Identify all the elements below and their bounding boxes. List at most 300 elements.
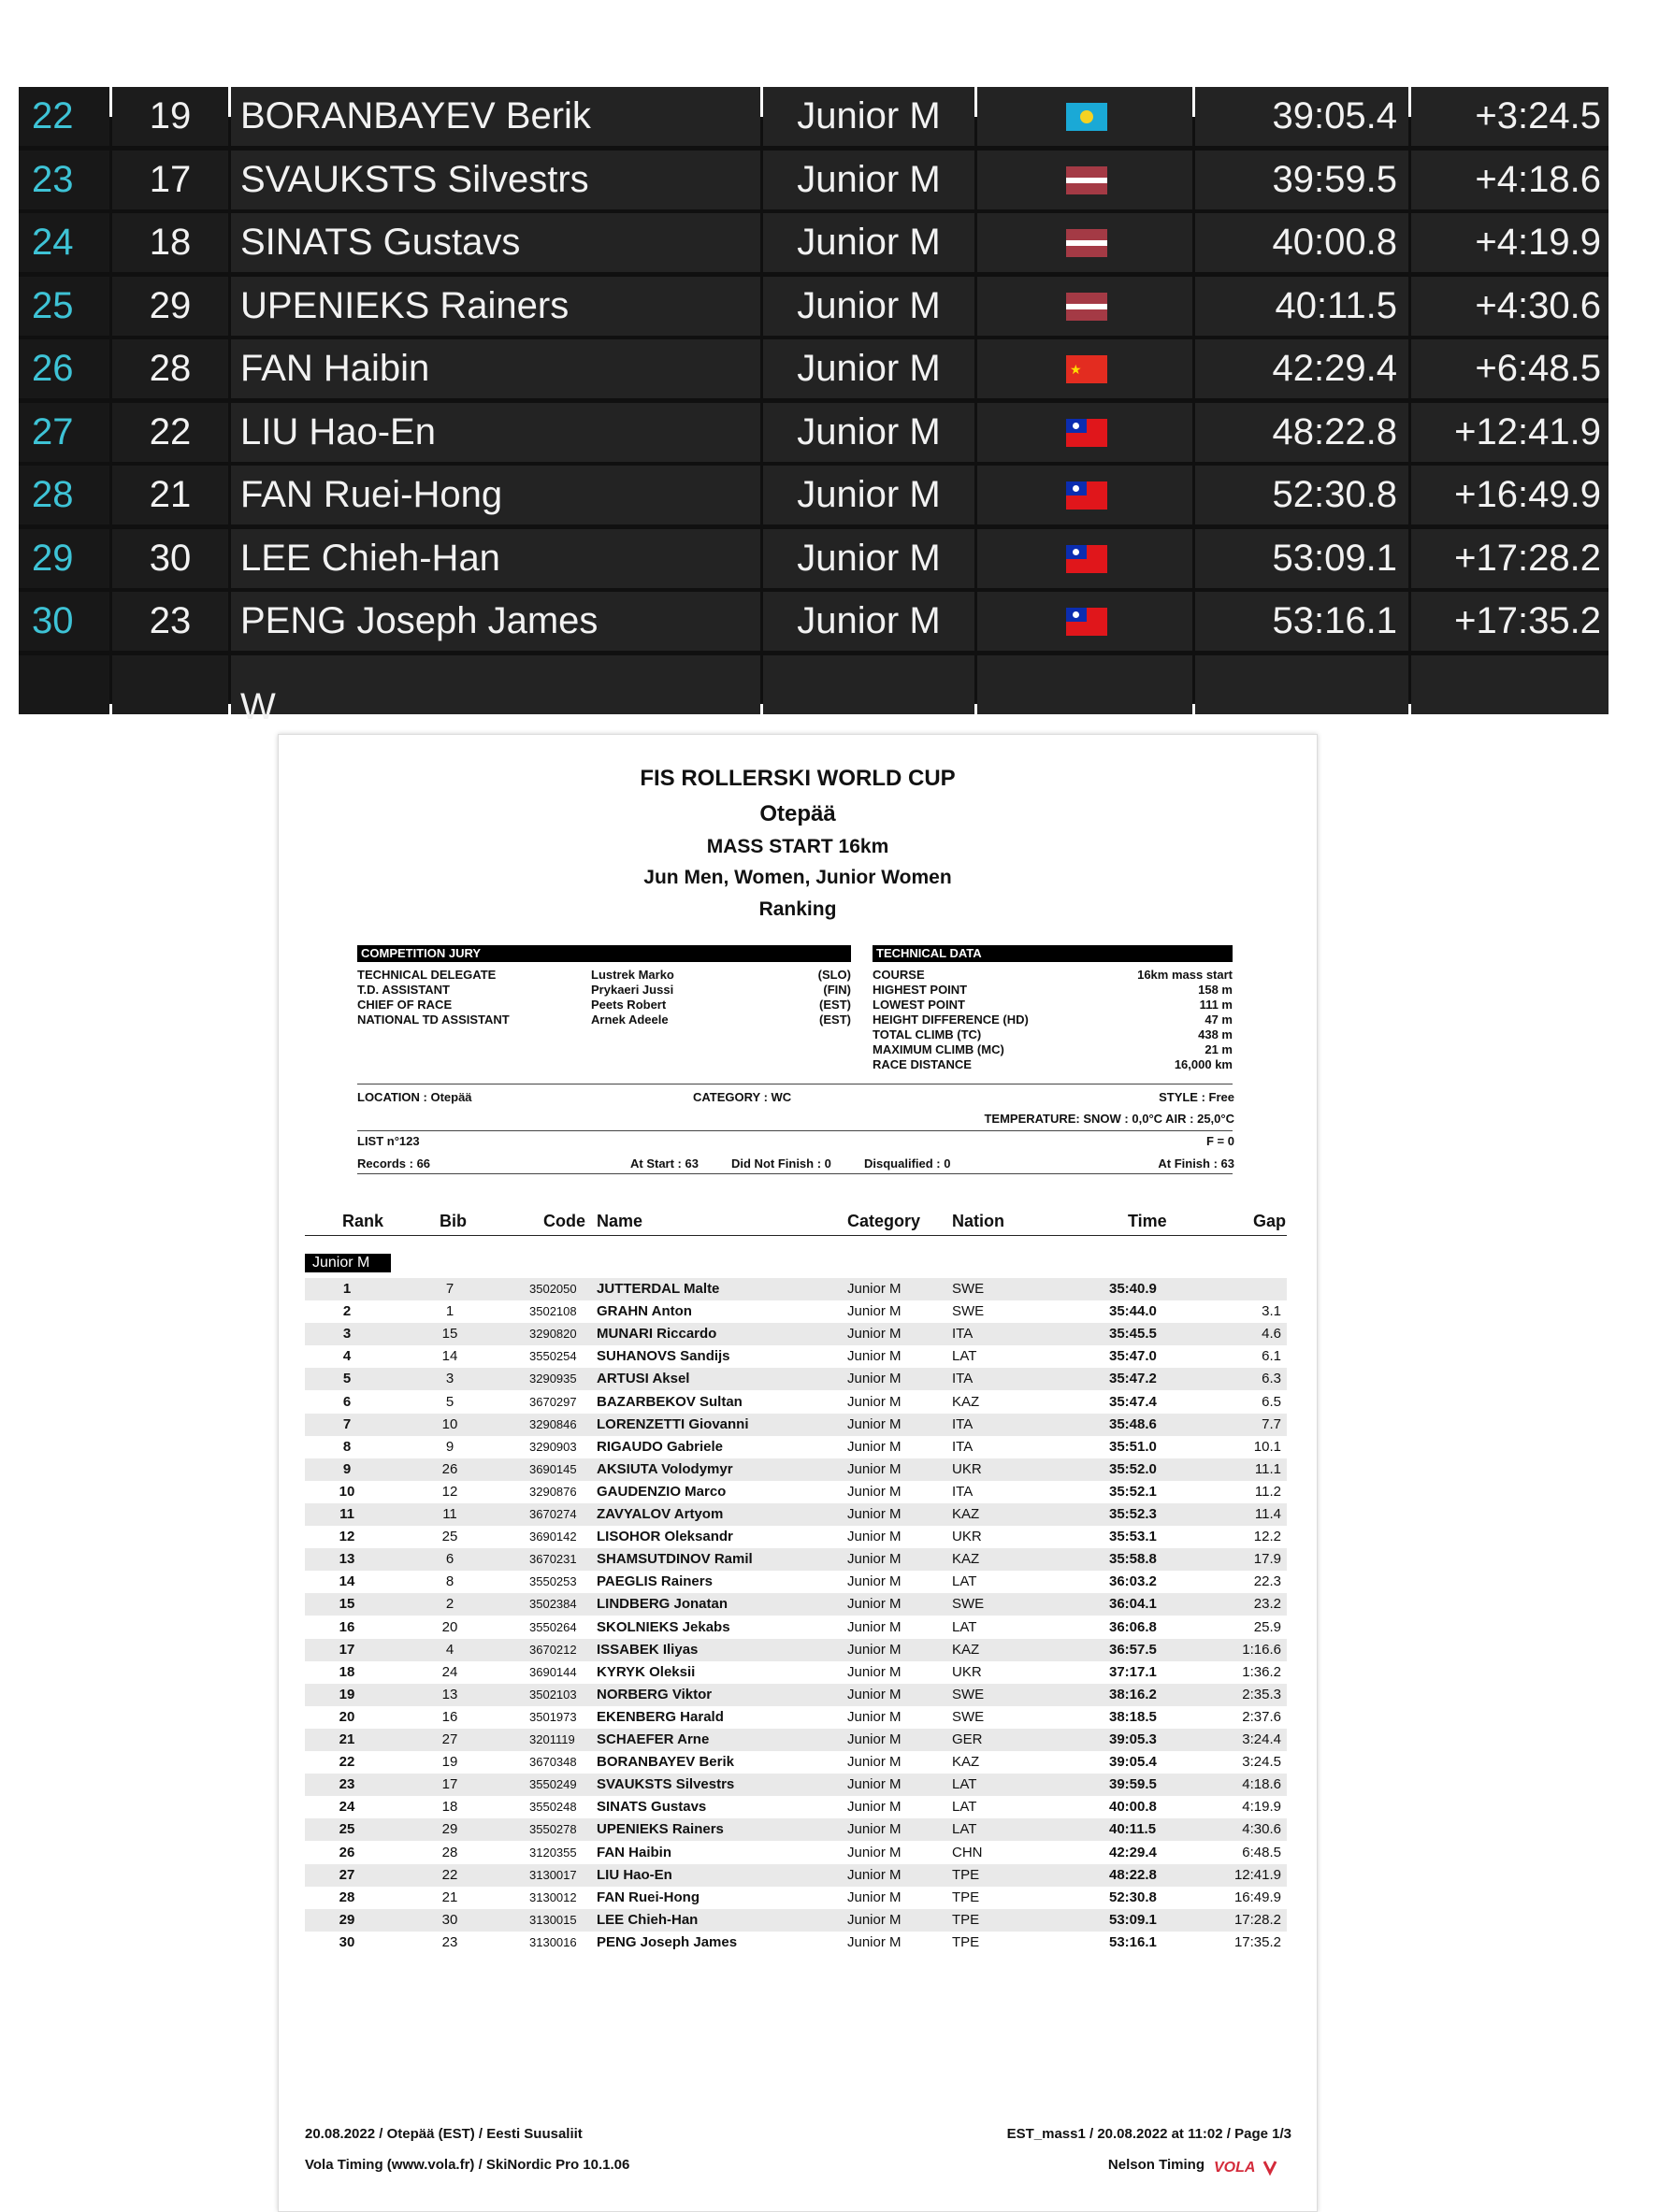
gap-cell: 1:36.2 bbox=[1242, 1663, 1281, 1680]
bib-cell: 7 bbox=[445, 1281, 454, 1297]
scoreboard-bib: 29 bbox=[112, 277, 228, 336]
code-cell: 3670297 bbox=[529, 1394, 577, 1409]
scoreboard-category: Junior M bbox=[763, 529, 974, 588]
nation-cell: TPE bbox=[952, 1933, 980, 1950]
table-row bbox=[305, 1864, 1287, 1887]
scoreboard-gap: +16:49.9 bbox=[1411, 466, 1609, 524]
table-row bbox=[305, 1818, 1287, 1841]
scoreboard-bib: 23 bbox=[112, 592, 228, 651]
table-row bbox=[305, 1414, 1287, 1436]
style: STYLE : Free bbox=[1159, 1090, 1234, 1104]
table-row bbox=[305, 1932, 1287, 1954]
bib-cell: 19 bbox=[441, 1754, 458, 1771]
scoreboard-flag-cell bbox=[977, 592, 1192, 651]
col-rank: Rank bbox=[342, 1212, 384, 1230]
race-category: CATEGORY : WC bbox=[693, 1090, 792, 1104]
flag-tpe-icon bbox=[1066, 608, 1107, 636]
table-row bbox=[305, 1751, 1287, 1774]
vola-logo-text: VOLA bbox=[1214, 2160, 1256, 2176]
table-row bbox=[305, 1706, 1287, 1729]
jury-nations bbox=[802, 968, 851, 1027]
rank-cell: 13 bbox=[339, 1551, 355, 1568]
gap-cell: 3:24.4 bbox=[1242, 1731, 1281, 1747]
document-venue: Otepää bbox=[759, 801, 836, 826]
time-cell: 38:18.5 bbox=[1109, 1708, 1157, 1725]
f-value: F = 0 bbox=[1206, 1134, 1234, 1148]
name-cell: FAN Haibin bbox=[597, 1844, 672, 1860]
bib-cell: 2 bbox=[445, 1596, 454, 1613]
table-row bbox=[305, 1887, 1287, 1909]
scoreboard-rank: 22 bbox=[19, 87, 109, 146]
jury-nation: (EST) bbox=[819, 998, 851, 1012]
scoreboard-category: Junior M bbox=[763, 592, 974, 651]
time-cell: 35:48.6 bbox=[1109, 1415, 1157, 1432]
gap-cell: 2:37.6 bbox=[1242, 1708, 1281, 1725]
scoreboard-time: 52:30.8 bbox=[1195, 466, 1408, 524]
gap-cell: 2:35.3 bbox=[1242, 1686, 1281, 1702]
category-cell: Junior M bbox=[847, 1708, 902, 1725]
nation-cell: LAT bbox=[952, 1573, 977, 1590]
bib-cell: 8 bbox=[445, 1573, 454, 1590]
gap-cell: 6.1 bbox=[1262, 1348, 1281, 1365]
rank-cell: 15 bbox=[339, 1596, 355, 1613]
name-cell: UPENIEKS Rainers bbox=[597, 1821, 724, 1838]
nation-cell: SWE bbox=[952, 1708, 985, 1725]
tech-value: 158 m bbox=[1198, 983, 1233, 997]
nation-cell: LAT bbox=[952, 1618, 977, 1635]
scoreboard-rank: 26 bbox=[19, 339, 109, 398]
rank-cell: 21 bbox=[339, 1731, 355, 1747]
vola-logo-mark bbox=[1264, 2162, 1276, 2173]
rank-cell: 27 bbox=[339, 1866, 355, 1883]
flag-kaz-icon bbox=[1066, 103, 1107, 131]
category-cell: Junior M bbox=[847, 1776, 902, 1793]
name-cell: SHAMSUTDINOV Ramil bbox=[597, 1551, 753, 1568]
name-cell: JUTTERDAL Malte bbox=[597, 1281, 720, 1297]
rank-cell: 24 bbox=[339, 1799, 355, 1816]
gap-cell: 17:35.2 bbox=[1233, 1933, 1281, 1950]
scoreboard-bib: 19 bbox=[112, 87, 228, 146]
scoreboard-rank: 23 bbox=[19, 151, 109, 209]
name-cell: ARTUSI Aksel bbox=[597, 1371, 690, 1387]
col-time: Time bbox=[1128, 1212, 1167, 1230]
nation-cell: TPE bbox=[952, 1911, 980, 1928]
scoreboard-athlete-name: UPENIEKS Rainers bbox=[231, 277, 760, 336]
code-cell: 3130016 bbox=[529, 1934, 577, 1949]
nation-cell: ITA bbox=[952, 1438, 974, 1455]
scoreboard-bib: 18 bbox=[112, 213, 228, 272]
name-cell: SCHAEFER Arne bbox=[597, 1731, 710, 1747]
nation-cell: SWE bbox=[952, 1281, 985, 1297]
name-cell: SUHANOVS Sandijs bbox=[597, 1348, 730, 1365]
flag-tpe-icon bbox=[1066, 545, 1107, 573]
time-cell: 48:22.8 bbox=[1109, 1866, 1157, 1883]
rank-cell: 10 bbox=[339, 1483, 355, 1500]
scoreboard-flag-cell bbox=[977, 529, 1192, 588]
code-cell: 3502384 bbox=[529, 1597, 577, 1612]
table-row bbox=[305, 1526, 1287, 1548]
bib-cell: 13 bbox=[441, 1686, 458, 1702]
scoreboard-category: Junior M bbox=[763, 213, 974, 272]
time-cell: 39:59.5 bbox=[1109, 1776, 1157, 1793]
time-cell: 35:58.8 bbox=[1109, 1551, 1157, 1568]
flag-lat-icon bbox=[1066, 229, 1107, 257]
col-bib: Bib bbox=[440, 1212, 467, 1230]
gap-cell: 22.3 bbox=[1253, 1573, 1281, 1590]
nation-cell: TPE bbox=[952, 1866, 980, 1883]
code-cell: 3130012 bbox=[529, 1889, 577, 1904]
category-cell: Junior M bbox=[847, 1551, 902, 1568]
time-cell: 36:57.5 bbox=[1109, 1641, 1157, 1658]
bib-cell: 28 bbox=[441, 1844, 458, 1860]
bib-cell: 21 bbox=[441, 1889, 458, 1905]
scoreboard-flag-cell bbox=[977, 466, 1192, 524]
scoreboard-category: Junior M bbox=[763, 151, 974, 209]
flag-lat-icon bbox=[1066, 293, 1107, 321]
name-cell: LINDBERG Jonatan bbox=[597, 1596, 729, 1613]
bib-cell: 17 bbox=[441, 1776, 458, 1793]
jury-name: Prykaeri Jussi bbox=[591, 983, 674, 997]
category-cell: Junior M bbox=[847, 1326, 902, 1343]
bib-cell: 29 bbox=[441, 1821, 458, 1838]
scoreboard-gap: +3:24.5 bbox=[1411, 87, 1609, 146]
time-cell: 36:04.1 bbox=[1109, 1596, 1157, 1613]
name-cell: SVAUKSTS Silvestrs bbox=[597, 1776, 735, 1793]
tech-value: 438 m bbox=[1198, 1027, 1233, 1041]
code-cell: 3670274 bbox=[529, 1507, 577, 1521]
jury-name: Peets Robert bbox=[591, 998, 667, 1012]
name-cell: EKENBERG Harald bbox=[597, 1708, 724, 1725]
name-cell: LIU Hao-En bbox=[597, 1866, 672, 1883]
gap-cell: 4:19.9 bbox=[1242, 1799, 1281, 1816]
nation-cell: ITA bbox=[952, 1415, 974, 1432]
nation-cell: UKR bbox=[952, 1663, 982, 1680]
name-cell: RIGAUDO Gabriele bbox=[597, 1438, 724, 1455]
scoreboard-empty-cell bbox=[1411, 655, 1609, 714]
bib-cell: 3 bbox=[445, 1371, 454, 1387]
rank-cell: 28 bbox=[339, 1889, 355, 1905]
bib-cell: 12 bbox=[441, 1483, 458, 1500]
scoreboard-time: 53:16.1 bbox=[1195, 592, 1408, 651]
category-cell: Junior M bbox=[847, 1866, 902, 1883]
gap-cell: 3:24.5 bbox=[1242, 1754, 1281, 1771]
scoreboard-empty-cell bbox=[763, 655, 974, 714]
scoreboard-row-partial bbox=[19, 655, 1609, 727]
scoreboard-time: 39:59.5 bbox=[1195, 151, 1408, 209]
tech-values bbox=[1083, 968, 1233, 1072]
code-cell: 3550278 bbox=[529, 1822, 577, 1837]
footer-software: Vola Timing (www.vola.fr) / SkiNordic Pro 10.1.06 bbox=[305, 2157, 630, 2173]
time-cell: 35:52.0 bbox=[1109, 1460, 1157, 1477]
nation-cell: KAZ bbox=[952, 1393, 980, 1410]
table-row bbox=[305, 1278, 1287, 1300]
code-cell: 3550253 bbox=[529, 1574, 577, 1589]
tech-value: 21 m bbox=[1205, 1042, 1233, 1056]
rank-cell: 1 bbox=[342, 1281, 352, 1297]
time-cell: 35:52.3 bbox=[1109, 1506, 1157, 1522]
results-scoreboard bbox=[19, 95, 1609, 727]
rank-cell: 30 bbox=[339, 1933, 355, 1950]
category-cell: Junior M bbox=[847, 1281, 902, 1297]
table-row bbox=[305, 1593, 1287, 1616]
category-cell: Junior M bbox=[847, 1641, 902, 1658]
code-cell: 3690145 bbox=[529, 1461, 577, 1476]
scoreboard-category: Junior M bbox=[763, 339, 974, 398]
time-cell: 37:17.1 bbox=[1109, 1663, 1157, 1680]
category-cell: Junior M bbox=[847, 1596, 902, 1613]
scoreboard-gap: +4:18.6 bbox=[1411, 151, 1609, 209]
gap-cell: 10.1 bbox=[1253, 1438, 1281, 1455]
tech-label: RACE DISTANCE bbox=[873, 1057, 972, 1071]
tech-label: HEIGHT DIFFERENCE (HD) bbox=[873, 1013, 1029, 1027]
name-cell: SKOLNIEKS Jekabs bbox=[597, 1618, 730, 1635]
category-cell: Junior M bbox=[847, 1799, 902, 1816]
code-cell: 3130017 bbox=[529, 1867, 577, 1882]
scoreboard-empty-cell bbox=[112, 655, 228, 714]
table-row bbox=[305, 1909, 1287, 1932]
nation-cell: SWE bbox=[952, 1686, 985, 1702]
table-row bbox=[305, 1796, 1287, 1818]
scoreboard-athlete-name: LIU Hao-En bbox=[231, 403, 760, 462]
category-cell: Junior M bbox=[847, 1529, 902, 1545]
bib-cell: 30 bbox=[441, 1911, 458, 1928]
bib-cell: 5 bbox=[445, 1393, 454, 1410]
bib-cell: 25 bbox=[441, 1529, 458, 1545]
table-row bbox=[305, 1503, 1287, 1526]
code-cell: 3690142 bbox=[529, 1530, 577, 1544]
footer-page-info: EST_mass1 / 20.08.2022 at 11:02 / Page 1/3 bbox=[1006, 2126, 1291, 2142]
scoreboard-athlete-name: LEE Chieh-Han bbox=[231, 529, 760, 588]
code-cell: 3290846 bbox=[529, 1416, 577, 1431]
category-cell: Junior M bbox=[847, 1348, 902, 1365]
code-cell: 3290876 bbox=[529, 1484, 577, 1499]
jury-role: T.D. ASSISTANT bbox=[357, 983, 450, 997]
at-start: At Start : 63 bbox=[630, 1156, 699, 1171]
table-row bbox=[305, 1323, 1287, 1345]
code-cell: 3550248 bbox=[529, 1800, 577, 1815]
bib-cell: 15 bbox=[441, 1326, 458, 1343]
bib-cell: 10 bbox=[441, 1415, 458, 1432]
group-label: Junior M bbox=[305, 1254, 391, 1272]
name-cell: BORANBAYEV Berik bbox=[597, 1754, 734, 1771]
table-row bbox=[305, 1300, 1287, 1323]
gap-cell: 16:49.9 bbox=[1233, 1889, 1281, 1905]
scoreboard-rank: 25 bbox=[19, 277, 109, 336]
time-cell: 40:00.8 bbox=[1109, 1799, 1157, 1816]
scoreboard-time: 40:00.8 bbox=[1195, 213, 1408, 272]
scoreboard-row bbox=[19, 151, 1609, 209]
bib-cell: 9 bbox=[445, 1438, 454, 1455]
rank-cell: 5 bbox=[342, 1371, 352, 1387]
category-cell: Junior M bbox=[847, 1618, 902, 1635]
bib-cell: 22 bbox=[441, 1866, 458, 1883]
flag-tpe-icon bbox=[1066, 481, 1107, 510]
nation-cell: SWE bbox=[952, 1303, 985, 1320]
scoreboard-row bbox=[19, 466, 1609, 524]
time-cell: 38:16.2 bbox=[1109, 1686, 1157, 1702]
gap-cell: 7.7 bbox=[1262, 1415, 1281, 1432]
nation-cell: ITA bbox=[952, 1371, 974, 1387]
gap-cell: 25.9 bbox=[1253, 1618, 1281, 1635]
jury-nation: (FIN) bbox=[823, 983, 851, 997]
bib-cell: 11 bbox=[442, 1506, 457, 1522]
code-cell: 3120355 bbox=[529, 1845, 577, 1860]
gap-cell: 11.1 bbox=[1254, 1460, 1281, 1477]
nation-cell: UKR bbox=[952, 1460, 982, 1477]
nation-cell: KAZ bbox=[952, 1506, 980, 1522]
time-cell: 39:05.3 bbox=[1109, 1731, 1157, 1747]
table-row bbox=[305, 1616, 1287, 1639]
rank-cell: 7 bbox=[342, 1415, 352, 1432]
rank-cell: 14 bbox=[339, 1573, 355, 1590]
nation-cell: KAZ bbox=[952, 1754, 980, 1771]
nation-cell: ITA bbox=[952, 1326, 974, 1343]
code-cell: 3290935 bbox=[529, 1372, 577, 1386]
table-row bbox=[305, 1391, 1287, 1414]
scoreboard-flag-cell bbox=[977, 339, 1192, 398]
scoreboard-time: 42:29.4 bbox=[1195, 339, 1408, 398]
time-cell: 35:47.2 bbox=[1109, 1371, 1157, 1387]
tech-label: MAXIMUM CLIMB (MC) bbox=[873, 1042, 1004, 1056]
bib-cell: 24 bbox=[441, 1663, 458, 1680]
table-row bbox=[305, 1368, 1287, 1390]
scoreboard-flag-cell bbox=[977, 213, 1192, 272]
scoreboard-athlete-name: FAN Haibin bbox=[231, 339, 760, 398]
category-cell: Junior M bbox=[847, 1754, 902, 1771]
bib-cell: 23 bbox=[441, 1933, 458, 1950]
name-cell: FAN Ruei-Hong bbox=[597, 1889, 700, 1905]
name-cell: AKSIUTA Volodymyr bbox=[597, 1460, 733, 1477]
code-cell: 3130015 bbox=[529, 1912, 577, 1927]
name-cell: LISOHOR Oleksandr bbox=[597, 1529, 733, 1545]
footer-event-info: 20.08.2022 / Otepää (EST) / Eesti Suusaliit bbox=[305, 2126, 583, 2142]
bib-cell: 4 bbox=[445, 1641, 454, 1658]
tech-value: 16km mass start bbox=[1137, 968, 1233, 982]
scoreboard-row bbox=[19, 87, 1609, 146]
nation-cell: UKR bbox=[952, 1529, 982, 1545]
name-cell: NORBERG Viktor bbox=[597, 1686, 713, 1702]
category-cell: Junior M bbox=[847, 1731, 902, 1747]
jury-name: Lustrek Marko bbox=[591, 968, 674, 982]
scoreboard-rank: 29 bbox=[19, 529, 109, 588]
scoreboard-row bbox=[19, 592, 1609, 651]
time-cell: 36:06.8 bbox=[1109, 1618, 1157, 1635]
rank-cell: 4 bbox=[342, 1348, 352, 1365]
time-cell: 35:40.9 bbox=[1109, 1281, 1157, 1297]
category-cell: Junior M bbox=[847, 1663, 902, 1680]
rank-cell: 20 bbox=[339, 1708, 355, 1725]
name-cell: BAZARBEKOV Sultan bbox=[597, 1393, 743, 1410]
rank-cell: 18 bbox=[339, 1663, 355, 1680]
time-cell: 35:47.4 bbox=[1109, 1393, 1157, 1410]
gap-cell: 6:48.5 bbox=[1242, 1844, 1281, 1860]
document-title: FIS ROLLERSKI WORLD CUP bbox=[640, 766, 956, 791]
document-subtitle: Ranking bbox=[758, 898, 837, 920]
table-row bbox=[305, 1345, 1287, 1368]
gap-cell: 4.6 bbox=[1262, 1326, 1281, 1343]
nation-cell: LAT bbox=[952, 1348, 977, 1365]
category-cell: Junior M bbox=[847, 1483, 902, 1500]
flag-lat-icon bbox=[1066, 166, 1107, 194]
nation-cell: LAT bbox=[952, 1776, 977, 1793]
category-cell: Junior M bbox=[847, 1371, 902, 1387]
scoreboard-gap: +17:28.2 bbox=[1411, 529, 1609, 588]
rank-cell: 26 bbox=[339, 1844, 355, 1860]
category-cell: Junior M bbox=[847, 1415, 902, 1432]
scoreboard-athlete-name: FAN Ruei-Hong bbox=[231, 466, 760, 524]
gap-cell: 23.2 bbox=[1253, 1596, 1281, 1613]
rank-cell: 23 bbox=[339, 1776, 355, 1793]
tech-value: 47 m bbox=[1205, 1013, 1233, 1027]
gap-cell: 17.9 bbox=[1253, 1551, 1281, 1568]
scoreboard-empty-cell bbox=[19, 655, 109, 714]
did-not-finish: Did Not Finish : 0 bbox=[731, 1156, 831, 1171]
footer-timing: Nelson Timing bbox=[1107, 2157, 1205, 2173]
scoreboard-gap: +4:19.9 bbox=[1411, 213, 1609, 272]
table-row bbox=[305, 1729, 1287, 1751]
code-cell: 3670231 bbox=[529, 1552, 577, 1567]
jury-names bbox=[591, 968, 674, 1027]
bib-cell: 16 bbox=[441, 1708, 458, 1725]
divider bbox=[357, 1130, 1233, 1131]
code-cell: 3550249 bbox=[529, 1777, 577, 1792]
time-cell: 52:30.8 bbox=[1109, 1889, 1157, 1905]
table-row bbox=[305, 1481, 1287, 1503]
gap-cell: 11.2 bbox=[1254, 1483, 1281, 1500]
table-row bbox=[305, 1436, 1287, 1458]
nation-cell: LAT bbox=[952, 1821, 977, 1838]
category-cell: Junior M bbox=[847, 1506, 902, 1522]
jury-role: NATIONAL TD ASSISTANT bbox=[357, 1013, 510, 1027]
flag-tpe-icon bbox=[1066, 419, 1107, 447]
divider bbox=[357, 1173, 1233, 1174]
bib-cell: 20 bbox=[441, 1618, 458, 1635]
code-cell: 3290903 bbox=[529, 1439, 577, 1454]
nation-cell: KAZ bbox=[952, 1551, 980, 1568]
rank-cell: 22 bbox=[339, 1754, 355, 1771]
scoreboard-time: 48:22.8 bbox=[1195, 403, 1408, 462]
gap-cell: 17:28.2 bbox=[1233, 1911, 1281, 1928]
scoreboard-time: 39:05.4 bbox=[1195, 87, 1408, 146]
bib-cell: 14 bbox=[441, 1348, 458, 1365]
table-row bbox=[305, 1639, 1287, 1661]
nation-cell: LAT bbox=[952, 1799, 977, 1816]
rank-cell: 17 bbox=[339, 1641, 355, 1658]
name-cell: LEE Chieh-Han bbox=[597, 1911, 699, 1928]
category-cell: Junior M bbox=[847, 1573, 902, 1590]
scoreboard-athlete-name: SVAUKSTS Silvestrs bbox=[231, 151, 760, 209]
rank-cell: 12 bbox=[339, 1529, 355, 1545]
name-cell: ISSABEK Iliyas bbox=[597, 1641, 699, 1658]
table-row bbox=[305, 1774, 1287, 1796]
rank-cell: 25 bbox=[339, 1821, 355, 1838]
location: LOCATION : Otepää bbox=[357, 1090, 472, 1104]
col-nation: Nation bbox=[952, 1212, 1004, 1230]
code-cell: 3290820 bbox=[529, 1327, 577, 1342]
scoreboard-row bbox=[19, 529, 1609, 588]
gap-cell: 6.5 bbox=[1262, 1393, 1281, 1410]
tech-header: TECHNICAL DATA bbox=[873, 945, 1233, 962]
scoreboard-time: 53:09.1 bbox=[1195, 529, 1408, 588]
scoreboard-category: Junior M bbox=[763, 277, 974, 336]
scoreboard-row bbox=[19, 339, 1609, 398]
table-row bbox=[305, 1842, 1287, 1864]
nation-cell: KAZ bbox=[952, 1641, 980, 1658]
document-categories: Jun Men, Women, Junior Women bbox=[643, 867, 952, 888]
table-row bbox=[305, 1661, 1287, 1684]
time-cell: 35:44.0 bbox=[1109, 1303, 1157, 1320]
scoreboard-rank: 30 bbox=[19, 592, 109, 651]
